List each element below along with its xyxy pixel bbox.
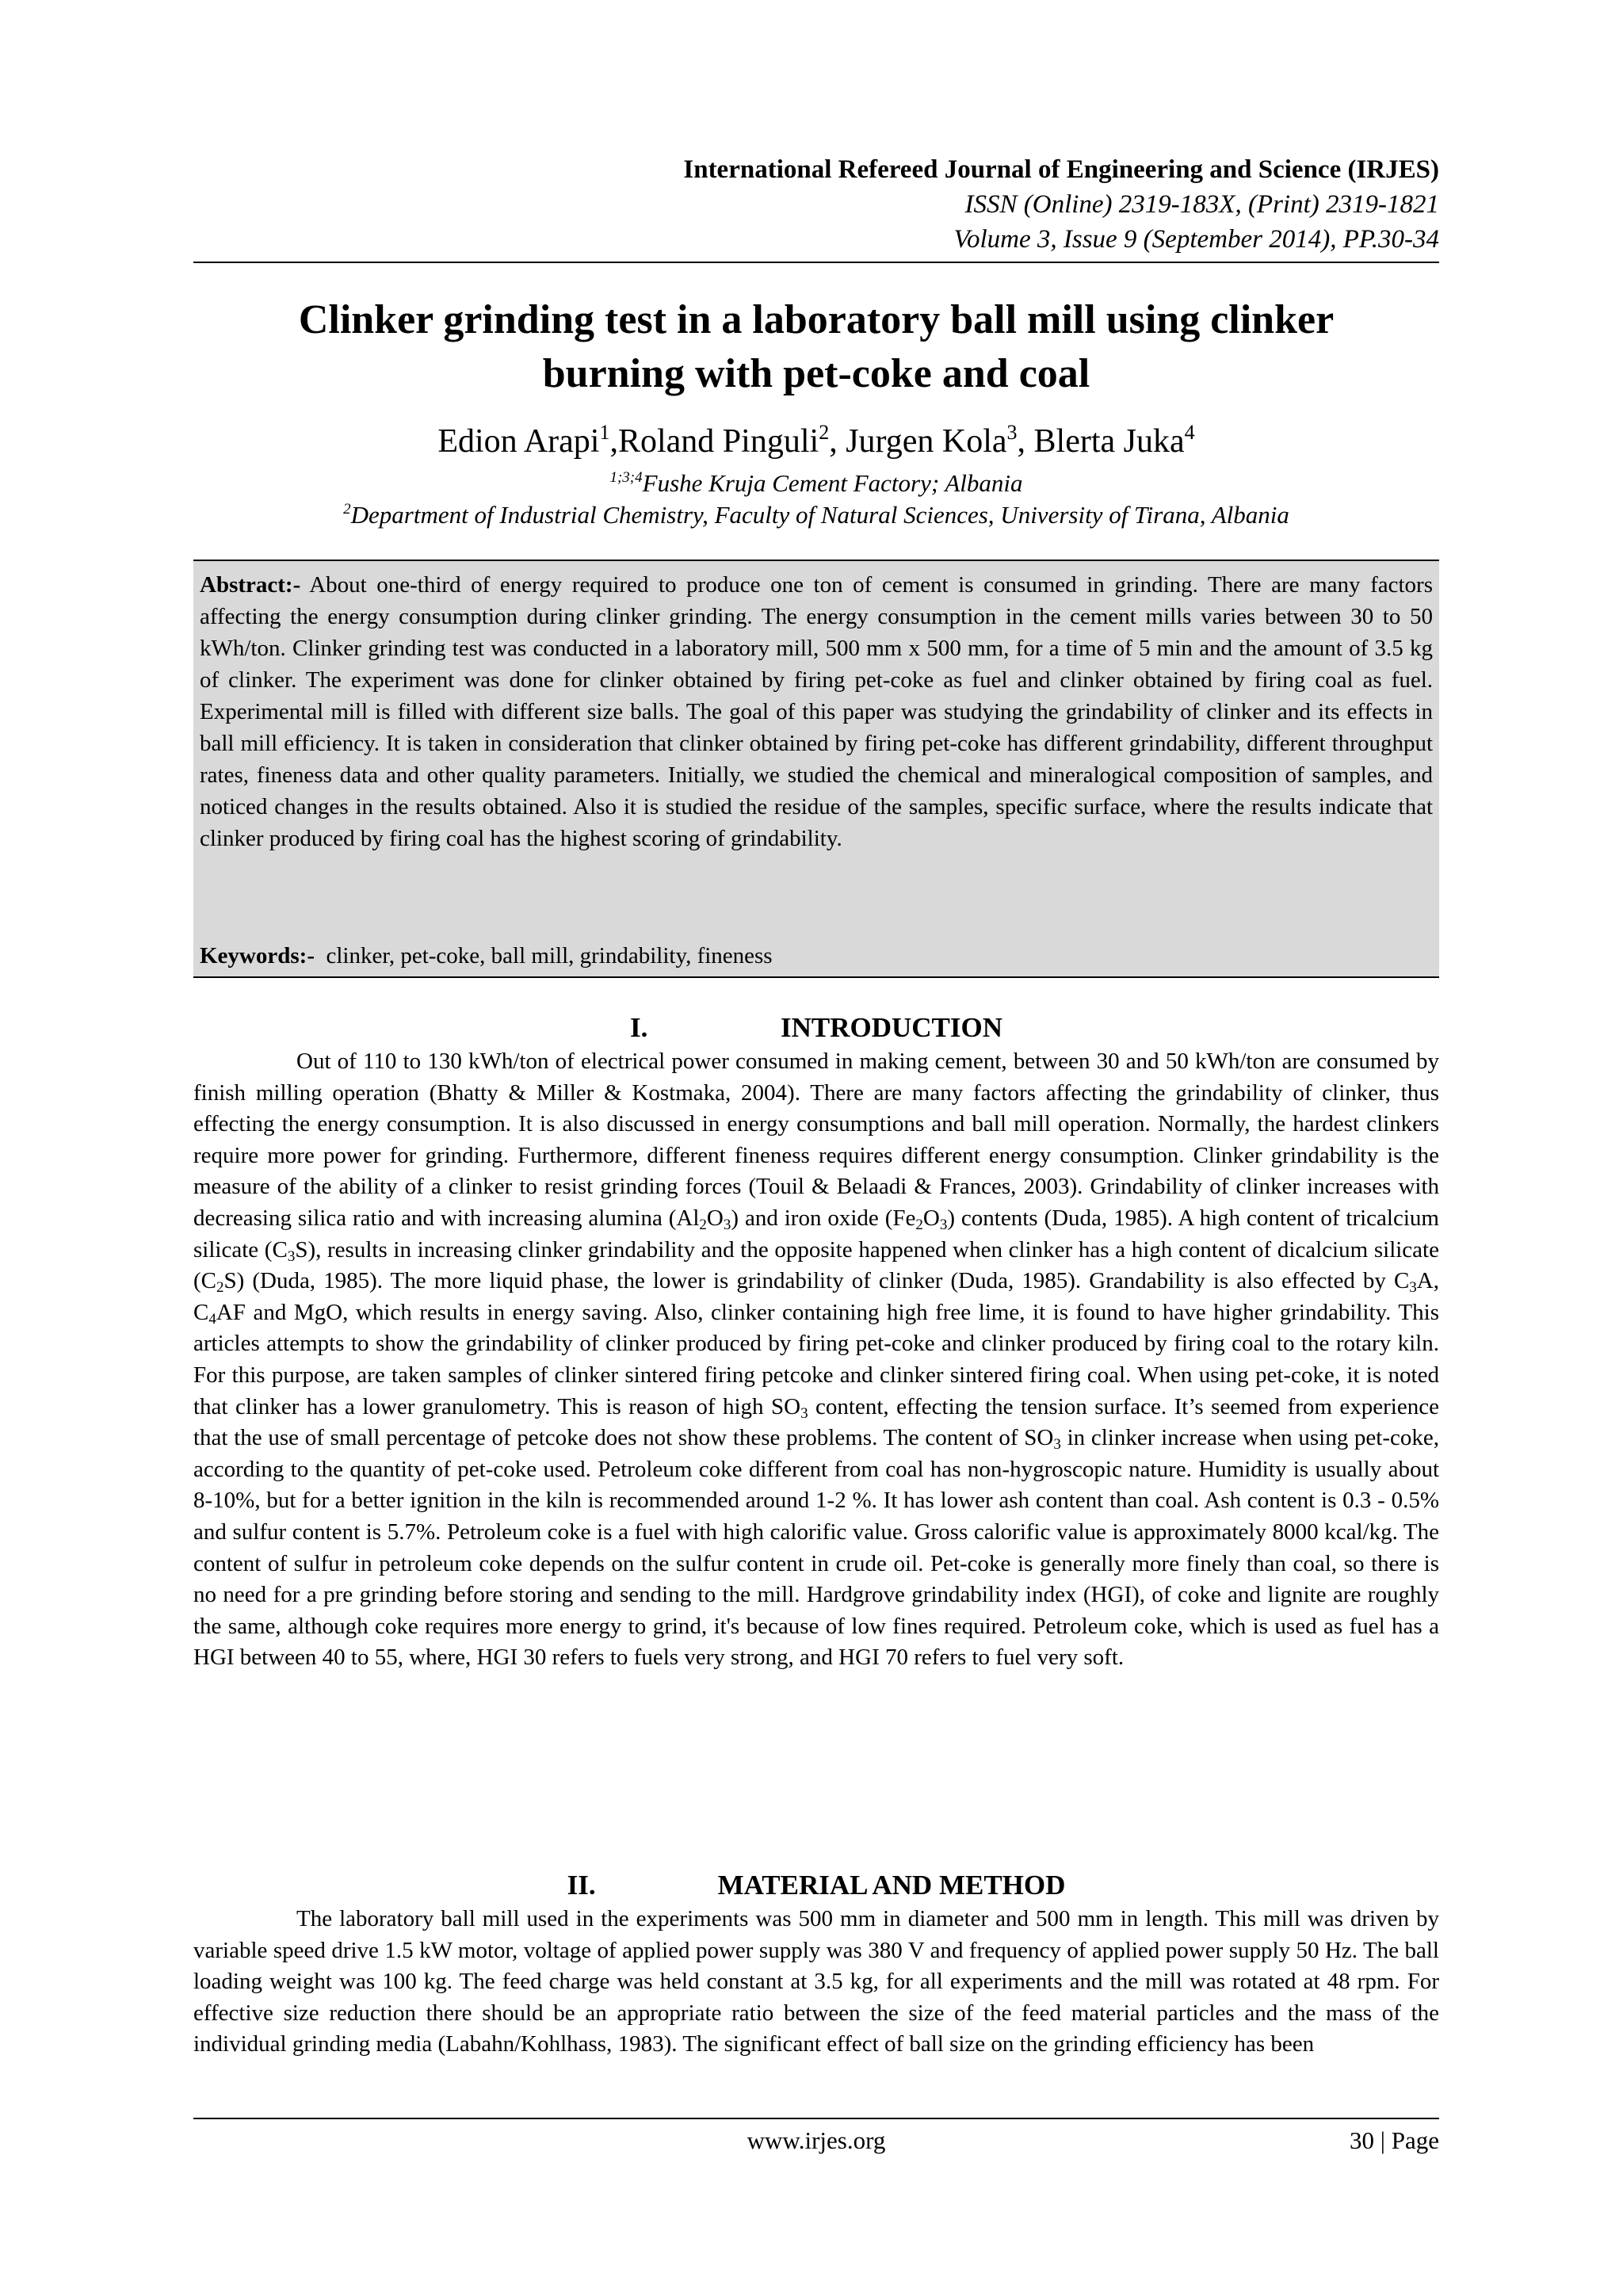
author-name: Blerta Juka xyxy=(1033,423,1185,460)
abstract-label: Abstract:- xyxy=(200,572,301,598)
subscript: 3 xyxy=(800,1404,808,1422)
affiliation-1 xyxy=(193,468,1439,499)
subscript: 3 xyxy=(939,1216,948,1233)
title-line-2: burning with pet-coke and coal xyxy=(542,351,1090,396)
section-title: INTRODUCTION xyxy=(780,1012,1003,1043)
keywords-label: Keywords:- xyxy=(200,943,315,968)
author-sep: , xyxy=(1017,423,1034,460)
section-body-material-and-method xyxy=(193,1904,1439,2061)
journal-header xyxy=(193,152,1439,257)
abstract xyxy=(200,569,1433,854)
paper-title xyxy=(193,293,1439,401)
keywords xyxy=(200,940,1433,972)
keywords-text: clinker, pet-coke, ball mill, grindability, fineness xyxy=(314,943,773,968)
subscript: 3 xyxy=(287,1247,296,1265)
subscript: 4 xyxy=(208,1310,216,1328)
author-list xyxy=(193,420,1439,463)
subscript: 2 xyxy=(216,1279,224,1297)
header-rule xyxy=(193,262,1439,263)
section-number: II. xyxy=(567,1870,596,1901)
subscript: 3 xyxy=(723,1216,731,1233)
journal-name: International Refereed Journal of Engineering and Science (IRJES) xyxy=(683,155,1439,184)
section-heading-introduction xyxy=(193,1010,1439,1045)
author-sep: , xyxy=(609,423,618,460)
affiliation-text: Fushe Kruja Cement Factory; Albania xyxy=(642,469,1023,497)
section-heading-material-and-method xyxy=(193,1868,1439,1903)
paragraph: Out of 110 to 130 kWh/ton of electrical power consumed in making cement, between 30 and 50 kWh/ton are consumed by finish milling operation (Bhatty & Miller & Kostmaka, 2004). There are many factors affecting the grindability of clinker, thus effecting the energy consumption. It is also discussed in energy consumptions and ball mill operation. Normally, the hardest clinkers require more power for grinding. Furthermore, different fineness requires different energy consumption. Clinker grindability is the measure of the ability of a clinker to resist grinding forces (Touil & Belaadi & Frances, 2003). Grindability of clinker increases with decreasing silica ratio and with increasing alumina $(Al_2O_3)$ and iron oxide $(Fe_2O_3)$ contents (Duda, 1985). A high content of tricalcium silicate $(C_3S)$, results in increasing clinker grindability and the opposite happened when clinker has a high content of dicalcium silicate $(C_2S)$ (Duda, 1985). The more liquid phase, the lower is grindability of clinker (Duda, 1985). Grandability is also effected by $C_3A$, $C_4AF$ and MgO, which results in energy saving. Also, clinker containing high free lime, it is found to have higher grindability. This articles attempts to show the grindability of clinker produced by firing pet-coke and clinker produced by firing coal to the rotary kiln. For this purpose, are taken samples of clinker sintered firing petcoke and clinker sintered firing coal. When using pet-coke, it is noted that clinker has a lower granulometry. This is reason of high $SO_3$ content, effecting the tension surface. It’s seemed from experience that the use of small percentage of petcoke does not show these problems. The content of $SO_3$ in clinker increase when using pet-coke, according to the quantity of pet-coke used. Petroleum coke different from coal has non-hygroscopic nature. Humidity is usually about 8-10%, but for a better ignition in the kiln is recommended around 1-2 %. It has lower ash content than coal. Ash content is 0.3 - 0.5% and sulfur content is 5.7%. Petroleum coke is a fuel with high calorific value. Gross calorific value is approximately 8000 kcal/kg. The content of sulfur in petroleum coke depends on the sulfur content in crude oil. Pet-coke is generally more finely than coal, so there is no need for a pre grinding before storing and sending to the mill. Hardgrove grindability index (HGI), of coke and lignite are roughly the same, although coke requires more energy to grind, it's because of low fines required. Petroleum coke, which is used as fuel has a HGI between 40 to 55, where, HGI 30 refers to fuels very strong, and HGI 70 refers to fuel very soft. xyxy=(193,1049,1439,1671)
affiliation-text: Department of Industrial Chemistry, Faculty of Natural Sciences, University of Tirana, Albania xyxy=(350,501,1289,529)
author-sup: 4 xyxy=(1184,421,1195,444)
author-name: Edion Arapi xyxy=(437,423,600,460)
journal-url: www.irjes.org xyxy=(747,2126,886,2154)
author-sup: 1 xyxy=(599,421,610,444)
abstract-box xyxy=(193,560,1439,978)
section-title: MATERIAL AND METHOD xyxy=(717,1870,1066,1901)
author-name: Jurgen Kola xyxy=(846,423,1007,460)
affiliation-2 xyxy=(193,499,1439,531)
section-body-introduction xyxy=(193,1046,1439,1674)
page-number: 30 | Page xyxy=(1350,2126,1439,2154)
journal-volume: Volume 3, Issue 9 (September 2014), PP.30-34 xyxy=(953,225,1439,254)
author-sup: 3 xyxy=(1006,421,1018,444)
abstract-text: About one-third of energy required to produce one ton of cement is consumed in grinding. There are many factors affecting the energy consumption during clinker grinding. The energy consumption in the cement mills varies between 30 to 50 kWh/ton. Clinker grinding test was conducted in a laboratory mill, 500 mm x 500 mm, for a time of 5 min and the amount of 3.5 kg of clinker. The experiment was done for clinker obtained by firing pet-coke as fuel and clinker obtained by firing coal as fuel. Experimental mill is filled with different size balls. The goal of this paper was studying the grindability of clinker and its effects in ball mill efficiency. It is taken in consideration that clinker obtained by firing pet-coke has different grindability, different throughput rates, fineness data and other quality parameters. Initially, we studied the chemical and mineralogical composition of samples, and noticed changes in the results obtained. Also it is studied the residue of the samples, specific surface, where the results indicate that clinker produced by firing coal has the highest scoring of grindability. xyxy=(200,572,1433,851)
journal-issn: ISSN (Online) 2319-183X, (Print) 2319-1821 xyxy=(964,190,1439,219)
author-sup: 2 xyxy=(819,421,830,444)
author-name: Roland Pinguli xyxy=(617,423,819,460)
affiliation-sup: 1;3;4 xyxy=(609,469,643,486)
section-number: I. xyxy=(629,1012,648,1043)
author-sep: , xyxy=(829,423,846,460)
paragraph: The laboratory ball mill used in the experiments was 500 mm in diameter and 500 mm in length. This mill was driven by variable speed drive 1.5 kW motor, voltage of applied power supply was 380 V and frequency of applied power supply 50 Hz. The ball loading weight was 100 kg. The feed charge was held constant at 3.5 kg, for all experiments and the mill was rotated at 48 rpm. For effective size reduction there should be an appropriate ratio between the size of the feed material particles and the mass of the individual grinding media (Labahn/Kohlhass, 1983). The significant effect of ball size on the grinding efficiency has been xyxy=(193,1906,1439,2057)
affiliation-sup: 2 xyxy=(343,501,351,518)
footer-rule xyxy=(193,2118,1439,2119)
title-line-1: Clinker grinding test in a laboratory ball mill using clinker xyxy=(298,297,1335,342)
page-footer xyxy=(193,2125,1439,2157)
subscript: 3 xyxy=(1409,1279,1417,1297)
subscript: 2 xyxy=(915,1216,923,1233)
subscript: 3 xyxy=(1053,1436,1061,1454)
subscript: 2 xyxy=(699,1216,707,1233)
